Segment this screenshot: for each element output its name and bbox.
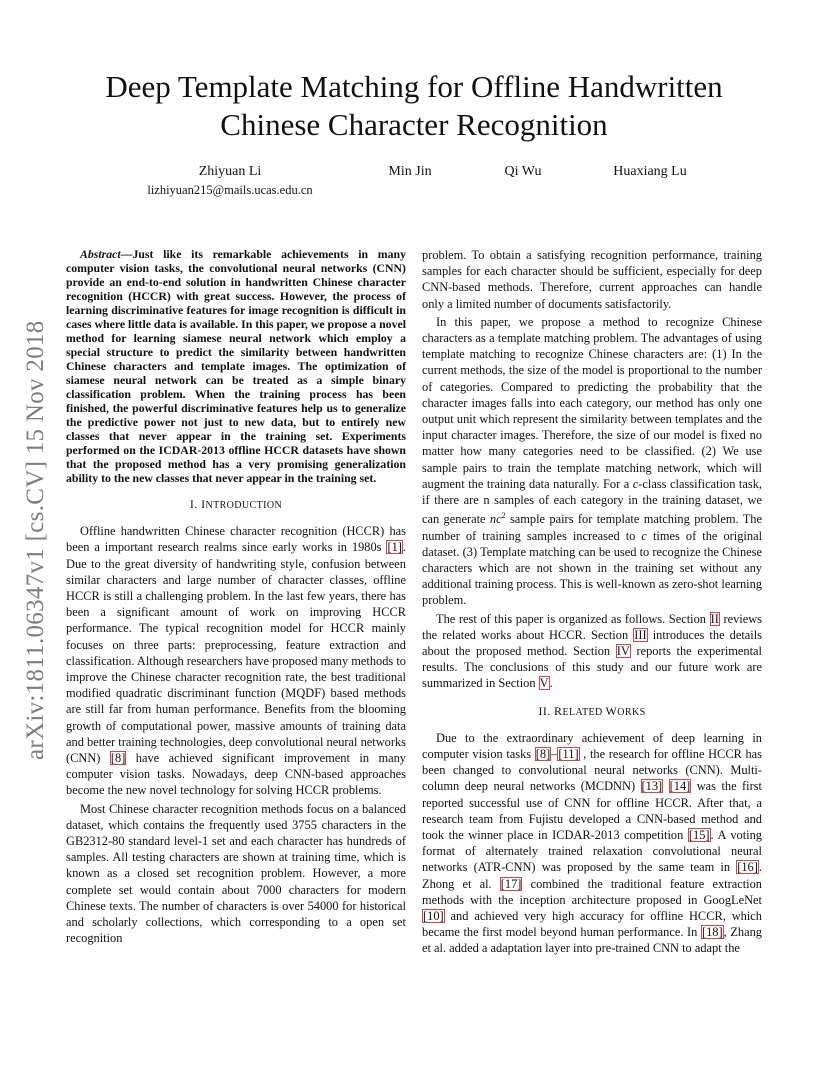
arxiv-stamp: arXiv:1811.06347v1 [cs.CV] 15 Nov 2018 bbox=[22, 320, 49, 760]
citation-link[interactable]: [17] bbox=[500, 876, 522, 891]
section-link[interactable]: V bbox=[539, 676, 549, 691]
citation-link[interactable]: [8] bbox=[535, 747, 551, 762]
citation-link[interactable]: [18] bbox=[701, 925, 723, 940]
author-name: Huaxiang Lu bbox=[613, 164, 687, 179]
section-link[interactable]: IV bbox=[616, 644, 630, 658]
intro-paragraph-1: Offline handwritten Chinese character recognition (HCCR) has been a important research realms since early works in 1980s [1]. Due to the great diversity of handwriting style, confusion between similar characters and large number of character classes, offline HCCR is still a challenging problem. In the last few years, there has been a significant amount of work on improving HCCR performance. The typical recognition model for HCCR mainly focuses on three parts: preprocessing, feature extraction and classification. Although researchers have proposed many methods to improve the Chinese character recognition rate, the best traditional modified quadratic discriminant function (MQDF) based methods are still far from human performance. Benefits from the blooming growth of computational power, massive amounts of training data and better training technologies, deep convolutional neural networks (CNN) [8] have achieved significant improvement in many computer vision tasks. Nowadays, deep CNN-based approaches become the new novel technology for solving HCCR problems. bbox=[66, 524, 406, 798]
citation-link[interactable]: [16] bbox=[737, 860, 758, 875]
author-block-3 bbox=[488, 162, 558, 181]
author-block-2 bbox=[370, 162, 450, 181]
citation-link[interactable]: [10] bbox=[423, 909, 444, 924]
author-block-4 bbox=[590, 162, 710, 181]
intro-paragraph-continued: problem. To obtain a satisfying recognition performance, training samples for each character should be sufficient, especially for deep CNN-based methods. Therefore, current approaches can handle only a limited number of documents satisfactorily. bbox=[422, 248, 762, 311]
citation-link[interactable]: [11] bbox=[558, 747, 579, 762]
title-line-1: Deep Template Matching for Offline Handwritten bbox=[105, 69, 723, 104]
left-column bbox=[66, 247, 406, 946]
related-works-paragraph-1: Due to the extraordinary achievement of deep learning in computer vision tasks [8]–[11] , the research for offline HCCR has been changed to convolutional neural networks (CNN). Multi-column deep neural networks (MCDNN) [13] [14] was the first reported successful use of CNN for offline HCCR. After that, a research team from Fujistu developed a CNN-based method and took the winner place in ICDAR-2013 competition [15]. A voting format of alternately trained relaxation convolutional neural networks (ATR-CNN) was proposed by the same team in [16]. Zhong et al. [17] combined the traditional feature extraction methods with the inception architecture proposed in GoogLeNet [10] and achieved very high accuracy for offline HCCR, which became the first model beyond human performance. In [18], Zhang et al. added a adaptation layer into pre-trained CNN to adapt the bbox=[422, 730, 762, 956]
author-name: Min Jin bbox=[388, 164, 432, 179]
author-email: lizhiyuan215@mails.ucas.edu.cn bbox=[147, 183, 313, 197]
abstract-text: —Just like its remarkable achievements in many computer vision tasks, the convolutional neural networks (CNN) provide an end-to-end solution in handwritten Chinese character recognition (HCCR) with great success. However, the process of learning discriminative features for image recognition is difficult in cases where little data is available. In this paper, we propose a novel method for learning siamese neural network which employ a special structure to predict the similarity between handwritten Chinese characters and template images. The optimization of siamese neural network can be treated as a simple binary classification problem. When the training process has been finished, the powerful discriminative features help us to generalize the predictive power not just to new data, but to entirely new classes that never appear in the training set. Experiments performed on the ICDAR-2013 offline HCCR datasets have shown that the proposed method has a very promising generalization ability to the new classes that never appear in the training set. bbox=[66, 247, 406, 485]
title-line-2: Chinese Character Recognition bbox=[220, 107, 608, 142]
citation-link[interactable]: [8] bbox=[110, 751, 126, 766]
citation-link[interactable]: [14] bbox=[669, 779, 691, 794]
abstract bbox=[66, 247, 406, 485]
intro-paragraph-4: The rest of this paper is organized as follows. Section II reviews the related works about HCCR. Section III introduces the details about the proposed method. Section IV reports the experimental results. The conclusions of this study and our future work are summarized in Section V. bbox=[422, 611, 763, 691]
section-link[interactable]: II bbox=[710, 611, 719, 626]
abstract-label: Abstract bbox=[80, 247, 121, 261]
paper-title bbox=[60, 68, 768, 144]
section-heading-related-works: II. RELATED WORKS bbox=[538, 703, 646, 718]
citation-link[interactable]: [1] bbox=[387, 540, 402, 555]
section-heading-introduction: I. INTRODUCTION bbox=[189, 497, 283, 511]
citation-link[interactable]: [13] bbox=[641, 779, 663, 794]
intro-paragraph-2: Most Chinese character recognition methods focus on a balanced dataset, which contains the frequently used 3755 characters in the GB2312-80 standard level-1 set and each character has hundreds of samples. All testing characters are shown at training time, which is known as a closed set recognition problem. However, a more complete set would contain about 7000 characters for modern Chinese texts. The number of characters is over 54000 for historical and scholarly collections, which corresponding to a open set recognition bbox=[66, 801, 406, 946]
author-block-1 bbox=[140, 162, 320, 200]
section-link[interactable]: III bbox=[634, 627, 647, 642]
right-column bbox=[422, 247, 762, 957]
author-name: Zhiyuan Li bbox=[198, 164, 262, 179]
intro-paragraph-3: In this paper, we propose a method to recognize Chinese characters as a template matching problem. The advantages of using template matching to recognize Chinese characters are: (1) In the current methods, the size of the model is proportional to the number of categories. Compared to predicting the probability that the character images falls into each category, our method has only one output unit which represent the similarity between templates and the input character images. Therefore, the size of our model is fixed no matter how many categories need to be classified. (2) We use sample pairs to train the template matching network, which will augment the training data naturally. For a c-class classification task, if there are n samples of each category in the training dataset, we can generate $nc^2$ sample pairs for template matching problem. The number of training samples increased to c times of the original dataset. (3) Template matching can be used to recognize the Chinese characters which are not shown in the training set without any additional training process. This is well-known as zero-shot learning problem. bbox=[422, 314, 763, 608]
author-name: Qi Wu bbox=[504, 164, 542, 179]
citation-link[interactable]: [15] bbox=[688, 828, 710, 843]
